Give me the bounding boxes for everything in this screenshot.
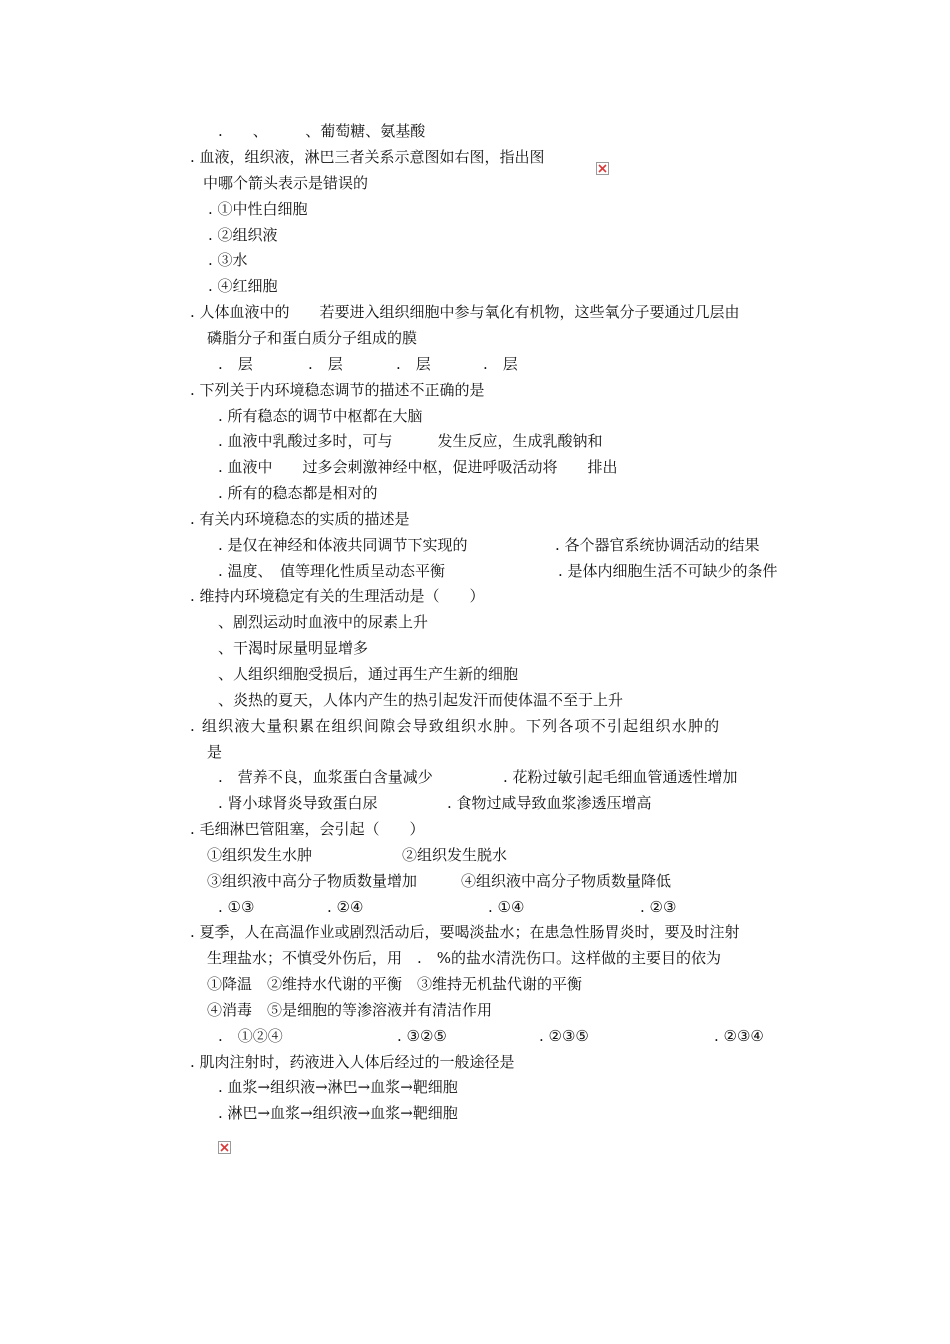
option-b: . 层 xyxy=(308,355,343,373)
statement: ①降温 ②维持水代谢的平衡 ③维持无机盐代谢的平衡 xyxy=(207,975,583,993)
option-line: 、干渴时尿量明显增多 xyxy=(218,639,369,657)
option-b: . ②④ xyxy=(327,898,364,916)
option-c: . ①④ xyxy=(488,898,525,916)
question-stem: 是 xyxy=(207,743,223,761)
option-b: . ③②⑤ xyxy=(397,1027,447,1045)
question-stem: . 人体血液中的 若要进入组织细胞中参与氧化有机物，这些氧分子要通过几层由 xyxy=(190,303,740,321)
option-c: . 层 xyxy=(396,355,431,373)
option-line: . ④红细胞 xyxy=(208,277,278,295)
broken-image-icon xyxy=(596,162,609,175)
option-a: . 是仅在神经和体液共同调节下实现的 xyxy=(218,536,468,554)
question-stem: 中哪个箭头表示是错误的 xyxy=(203,174,369,192)
question-stem: . 血液，组织液，淋巴三者关系示意图如右图，指出图 xyxy=(190,148,545,166)
option-a: . ①②④ xyxy=(218,1027,283,1045)
option-line: . ①中性白细胞 xyxy=(208,200,308,218)
option-line: . 血液中 过多会刺激神经中枢，促进呼吸活动将 排出 xyxy=(218,458,618,476)
option-line: . 血液中乳酸过多时，可与 发生反应，生成乳酸钠和 xyxy=(218,432,603,450)
question-stem: . 有关内环境稳态的实质的描述是 xyxy=(190,510,410,528)
option-line: 、炎热的夏天，人体内产生的热引起发汗而使体温不至于上升 xyxy=(218,691,624,709)
option-d: . ②③④ xyxy=(714,1027,764,1045)
option-c: . 温度、 值等理化性质呈动态平衡 xyxy=(218,562,446,580)
broken-image-icon xyxy=(218,1141,231,1154)
option-line: . 血浆→组织液→淋巴→血浆→靶细胞 xyxy=(218,1078,458,1096)
option-line: . 所有的稳态都是相对的 xyxy=(218,484,378,502)
option-line: 、剧烈运动时血液中的尿素上升 xyxy=(218,613,429,631)
option-d: . 层 xyxy=(483,355,518,373)
option-line: . 淋巴→血浆→组织液→血浆→靶细胞 xyxy=(218,1104,458,1122)
statement: ④消毒 ⑤是细胞的等渗溶液并有清洁作用 xyxy=(207,1001,493,1019)
question-stem: . 下列关于内环境稳态调节的描述不正确的是 xyxy=(190,381,485,399)
option-d: . ②③ xyxy=(640,898,677,916)
statement: ④组织液中高分子物质数量降低 xyxy=(461,872,672,890)
option-line: . 、 、葡萄糖、氨基酸 xyxy=(218,122,426,140)
statement: ①组织发生水肿 xyxy=(207,846,313,864)
option-b: . 花粉过敏引起毛细血管通透性增加 xyxy=(503,768,738,786)
option-a: . 层 xyxy=(218,355,253,373)
statement: ③组织液中高分子物质数量增加 xyxy=(207,872,418,890)
option-line: . ③水 xyxy=(208,251,248,269)
option-line: . ②组织液 xyxy=(208,226,278,244)
option-c: . ②③⑤ xyxy=(539,1027,589,1045)
option-d: . 食物过咸导致血浆渗透压增高 xyxy=(447,794,652,812)
option-a: . 营养不良，血浆蛋白含量减少 xyxy=(218,768,433,786)
option-d: . 是体内细胞生活不可缺少的条件 xyxy=(558,562,778,580)
question-stem: . 组织液大量积累在组织间隙会导致组织水肿。下列各项不引起组织水肿的 xyxy=(190,717,721,735)
option-line: . 所有稳态的调节中枢都在大脑 xyxy=(218,407,423,425)
statement: ②组织发生脱水 xyxy=(402,846,508,864)
question-stem: . 肌肉注射时，药液进入人体后经过的一般途径是 xyxy=(190,1053,515,1071)
question-stem: . 毛细淋巴管阻塞，会引起（ ） xyxy=(190,820,425,838)
option-line: 、人组织细胞受损后，通过再生产生新的细胞 xyxy=(218,665,519,683)
option-b: . 各个器官系统协调活动的结果 xyxy=(555,536,760,554)
question-stem: . 维持内环境稳定有关的生理活动是（ ） xyxy=(190,587,485,605)
option-c: . 肾小球肾炎导致蛋白尿 xyxy=(218,794,378,812)
question-stem: 磷脂分子和蛋白质分子组成的膜 xyxy=(207,329,418,347)
option-a: . ①③ xyxy=(218,898,255,916)
question-stem: 生理盐水；不慎受外伤后，用 . %的盐水清洗伤口。这样做的主要目的依为 xyxy=(207,949,722,967)
question-stem: . 夏季，人在高温作业或剧烈活动后，要喝淡盐水；在患急性肠胃炎时，要及时注射 xyxy=(190,923,740,941)
